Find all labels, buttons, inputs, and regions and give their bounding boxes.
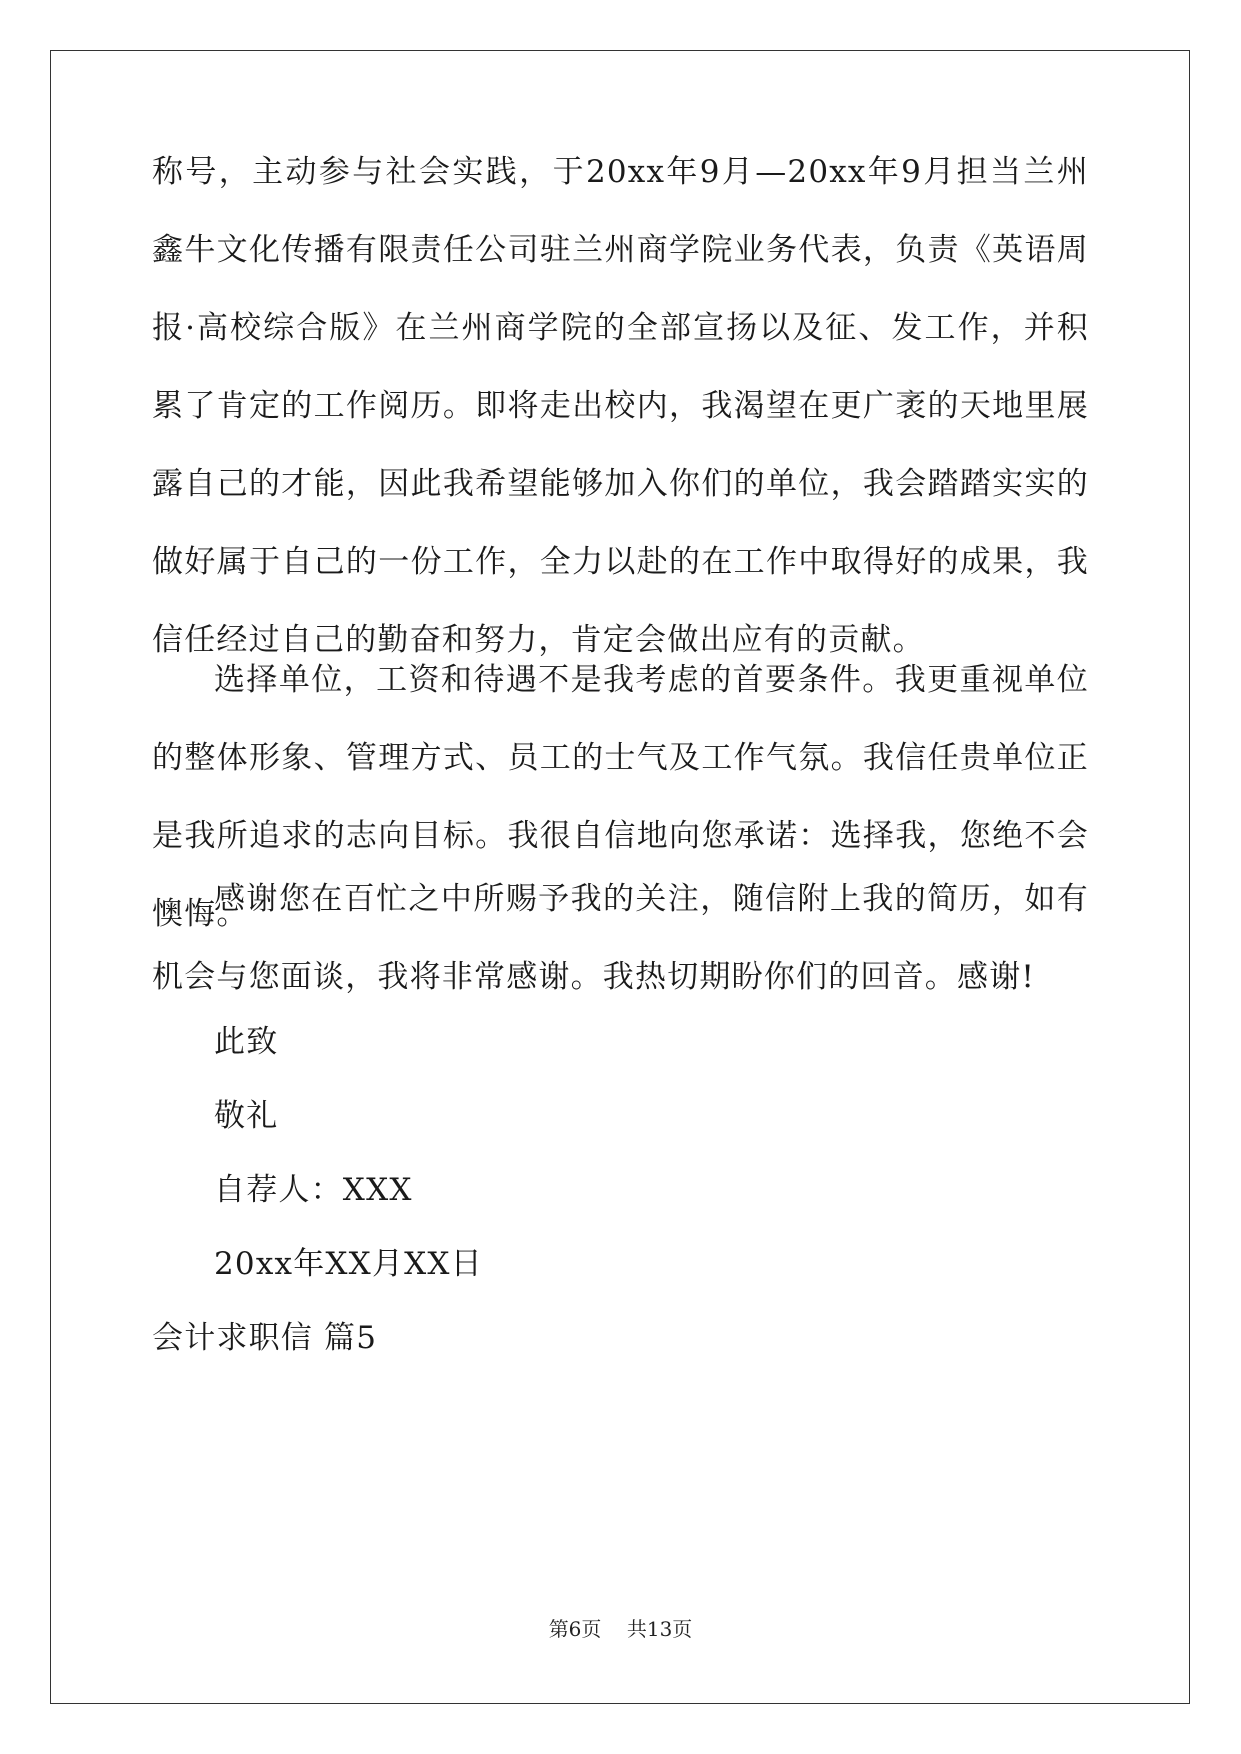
signature-line: 自荐人：XXX xyxy=(214,1172,413,1208)
section-heading: 会计求职信 篇5 xyxy=(152,1320,378,1356)
closing-regards: 敬礼 xyxy=(214,1098,279,1134)
body-paragraph-2: 选择单位，工资和待遇不是我考虑的首要条件。我更重视单位的整体形象、管理方式、员工的士气及工作气氛。我信任贵单位正是我所追求的志向目标。我很自信地向您承诺：选择我，您绝不会懊悔。 xyxy=(152,662,1089,932)
body-paragraph-3: 感谢您在百忙之中所赐予我的关注，随信附上我的简历，如有机会与您面谈，我将非常感谢。我热切期盼你们的回音。感谢! xyxy=(152,881,1089,995)
date-line: 20xx年XX月XX日 xyxy=(214,1246,483,1282)
closing-salutation: 此致 xyxy=(214,1024,279,1060)
body-paragraph-1: 称号，主动参与社会实践，于20xx年9月—20xx年9月担当兰州鑫牛文化传播有限责任公司驻兰州商学院业务代表，负责《英语周报·高校综合版》在兰州商学院的全部宣扬以及征、发工作，并积累了肯定的工作阅历。即将走出校内，我渴望在更广袤的天地里展露自己的才能，因此我希望能够加入你们的单位，我会踏踏实实的做好属于自己的一份工作，全力以赴的在工作中取得好的成果，我信任经过自己的勤奋和努力，肯定会做出应有的贡献。 xyxy=(152,154,1089,658)
page-number-footer: 第6页 共13页 xyxy=(548,1617,693,1641)
